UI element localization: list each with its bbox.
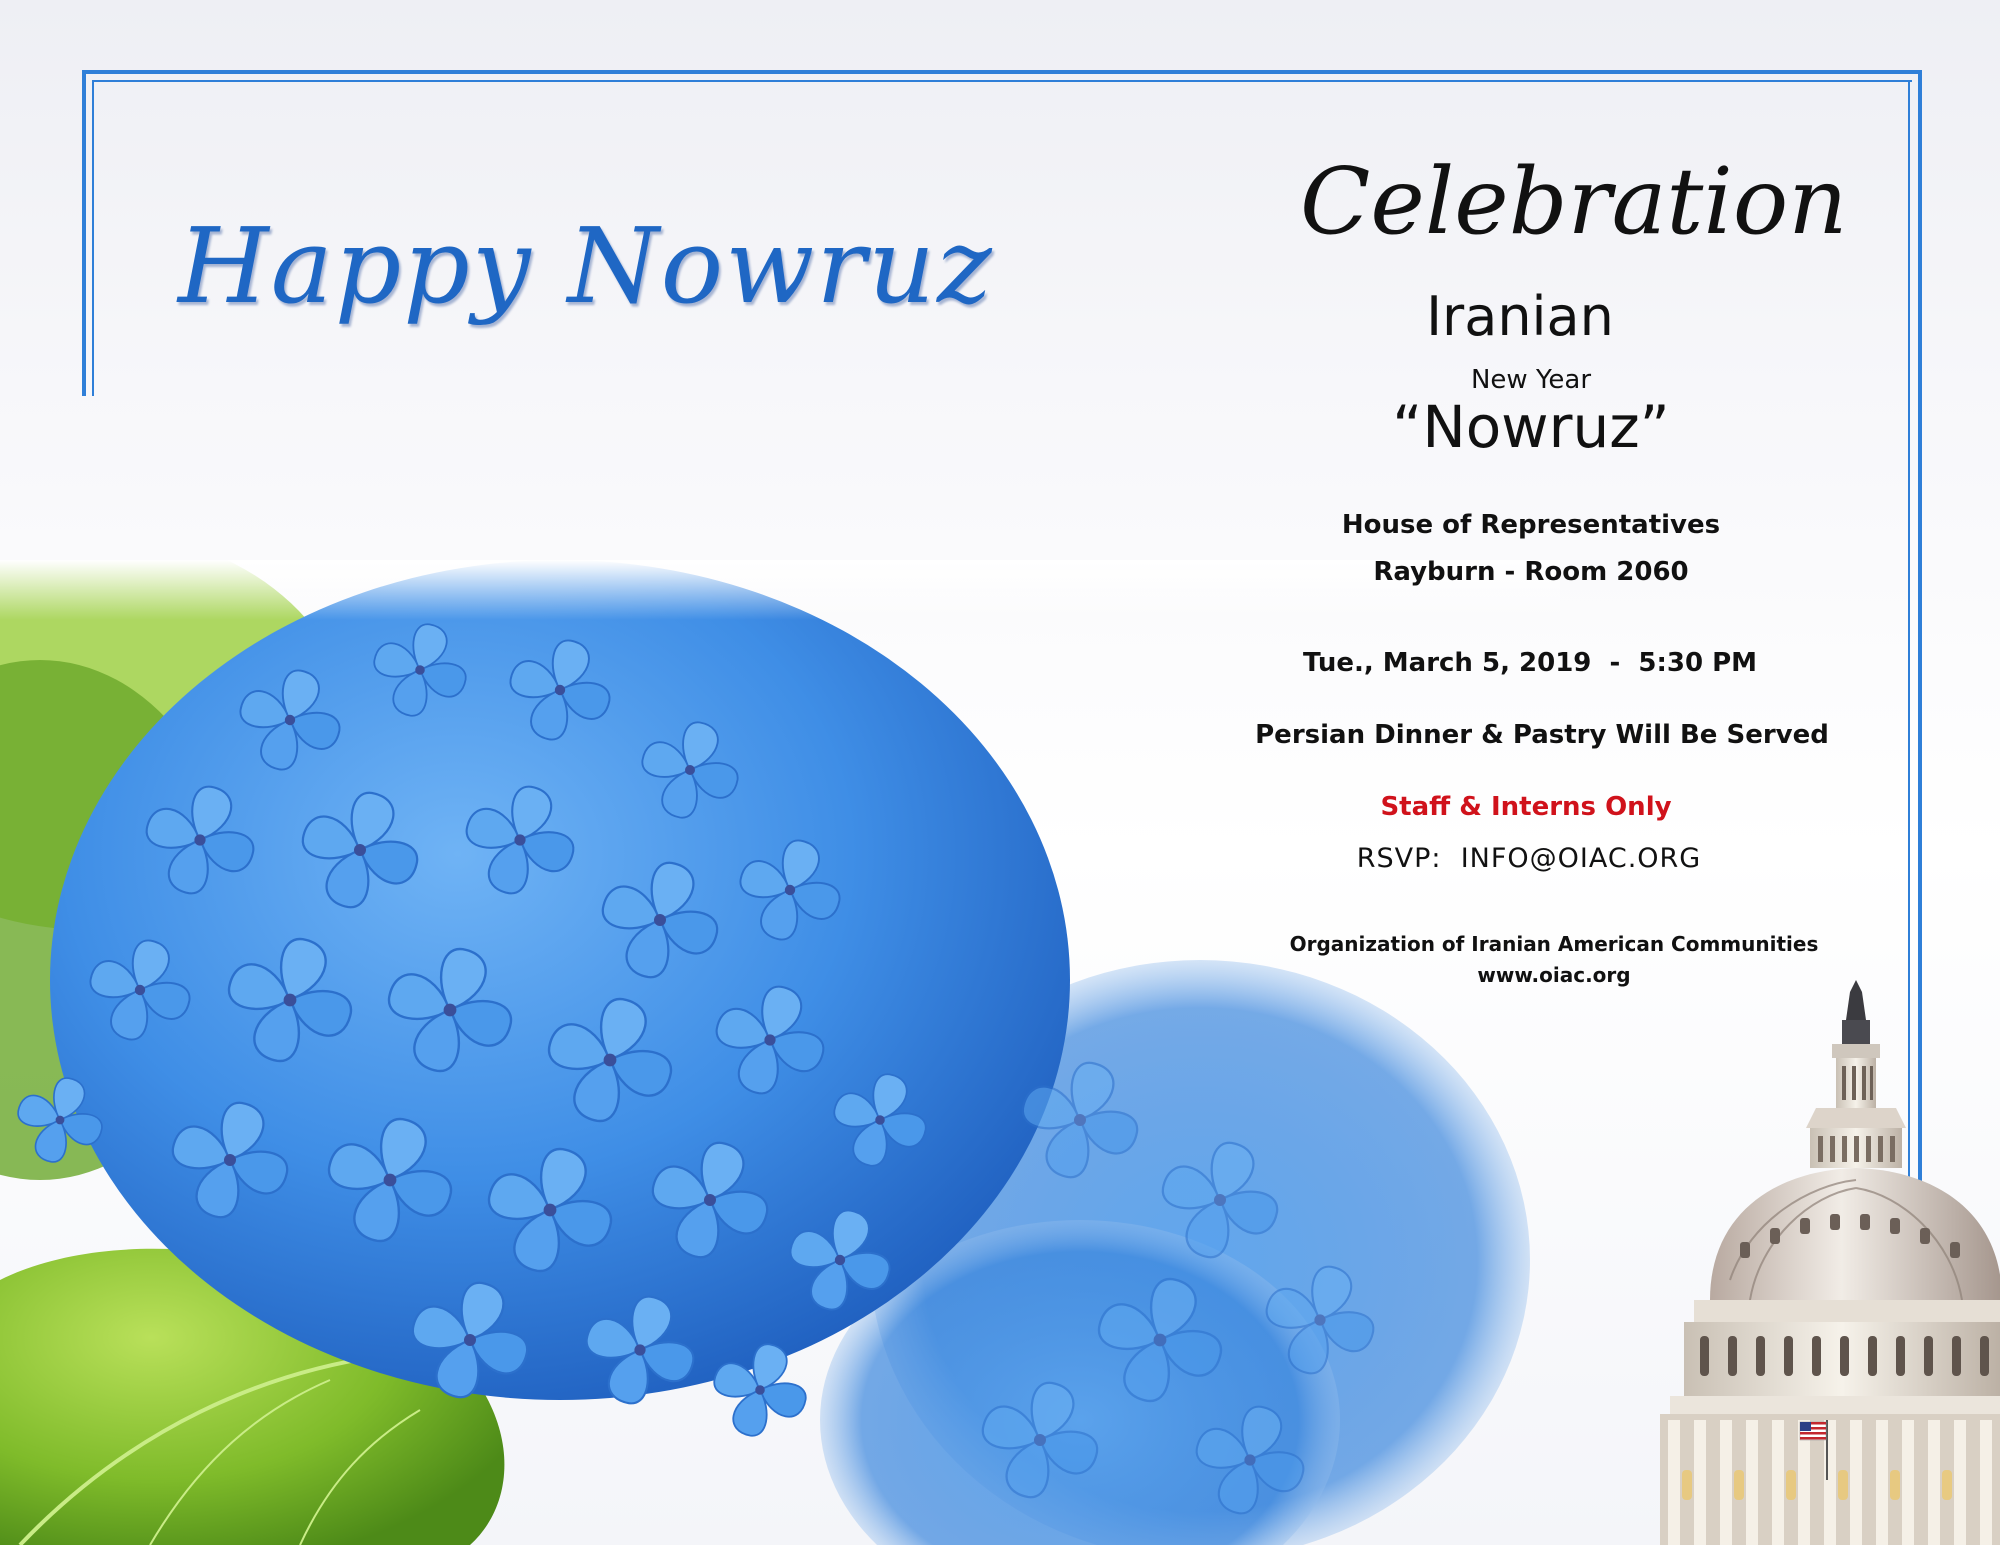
organization-website: www.oiac.org xyxy=(1477,963,1631,987)
new-year-subheading: New Year xyxy=(1470,365,1592,395)
frame-top-line-inner xyxy=(92,80,1912,82)
capitol-dome-illustration xyxy=(1610,980,2000,1545)
celebration-title: Celebration xyxy=(1300,148,1848,255)
venue-line-2: Rayburn - Room 2060 xyxy=(1373,557,1689,587)
event-datetime: Tue., March 5, 2019 - 5:30 PM xyxy=(1302,648,1758,678)
venue-line-1: House of Representatives xyxy=(1341,510,1721,540)
restriction-note: Staff & Interns Only xyxy=(1380,792,1672,822)
greeting-title: Happy Nowruz xyxy=(178,205,994,327)
food-note: Persian Dinner & Pastry Will Be Served xyxy=(1255,720,1829,750)
frame-top-line xyxy=(82,70,1922,74)
frame-left-line-inner xyxy=(92,80,94,396)
iranian-heading: Iranian xyxy=(1426,285,1614,348)
organization-name: Organization of Iranian American Communities xyxy=(1289,932,1819,956)
hydrangea-illustration xyxy=(0,560,1560,1545)
nowruz-heading: “Nowruz” xyxy=(1392,393,1670,461)
rsvp-email: RSVP: INFO@OIAC.ORG xyxy=(1356,843,1702,874)
frame-left-line xyxy=(82,70,86,396)
